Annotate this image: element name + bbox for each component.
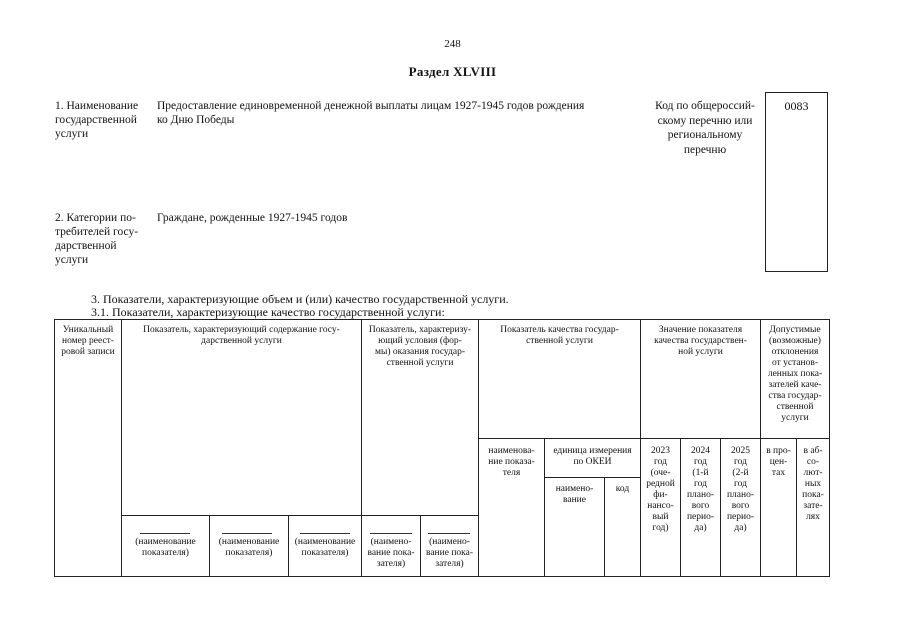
blank-line: [370, 533, 412, 534]
table-name-row-divider: [121, 515, 478, 516]
header-quality-indicator: Показатель качества государ- ственной услуги: [500, 325, 619, 346]
subheader-deviation-absolute: в аб- со- лют- ных пока- зате- лях: [802, 446, 824, 522]
header-content-indicator: Показатель, характеризующий содержание госу- дарственной услуги: [143, 325, 340, 346]
blank-line: [428, 533, 470, 534]
table-border-right: [829, 319, 830, 577]
subheader-okei-unit-name: наимено- вание: [555, 484, 594, 505]
quality-indicators-intro: 3.1. Показатели, характеризующие качество государственной услуги:: [91, 305, 445, 319]
content-indicator-name-2: (наименование показателя): [218, 537, 280, 558]
service-name-value: Предоставление единовременной денежной выплаты лицам 1927-1945 годов рождения ко Дню Победы: [157, 100, 585, 126]
subheader-okei-unit: единица измерения по ОКЕИ: [553, 446, 632, 467]
content-indicator-name-1: (наименование показателя): [135, 537, 196, 558]
subheader-okei-unit-code: код: [615, 484, 630, 494]
page-number: 248: [444, 38, 461, 50]
consumer-category-value: Граждане, рожденные 1927-1945 годов: [157, 212, 348, 224]
subheader-year-2023: 2023 год (оче- редной фи- нансо- вый год): [646, 446, 675, 533]
table-border-bottom: [54, 576, 830, 577]
registry-code-label: Код по общероссий- скому перечню или региональному перечню: [655, 100, 755, 156]
condition-indicator-name-1: (наимено- вание пока- зателя): [367, 537, 415, 569]
table-border-top: [54, 319, 830, 320]
header-unique-number: Уникальный номер реест- ровой записи: [61, 325, 115, 357]
blank-line: [222, 533, 272, 534]
content-indicator-name-3: (наименование показателя): [294, 537, 356, 558]
consumer-category-label: 2. Категории по- требителей госу- дарственной услуги: [55, 212, 139, 266]
header-indicator-value: Значение показателя качества государствен- ной услуги: [654, 325, 747, 357]
service-name-label: 1. Наименование государственной услуги: [55, 100, 139, 140]
blank-line: [300, 533, 350, 534]
subheader-deviation-percent: в про- цен- тах: [766, 446, 791, 478]
condition-indicator-name-2: (наимено- вание пока- зателя): [425, 537, 474, 569]
section-title: Раздел XLVIII: [408, 64, 497, 79]
header-allowed-deviation: Допустимые (возможные) отклонения от установ- ленных пока- зателей каче- ства государ- ственной услуги: [767, 325, 823, 423]
subheader-year-2024: 2024 год (1-й год плано- вого перио- да): [686, 446, 715, 533]
registry-code-box: [765, 92, 828, 272]
blank-line: [140, 533, 190, 534]
subheader-year-2025: 2025 год (2-й год плано- вого перио- да): [726, 446, 755, 533]
header-conditions-indicator: Показатель, характеризу- ющий условия (фор- мы) оказания государ- ственной услуги: [368, 325, 472, 368]
subheader-quality-name: наименова- ние показа- теля: [488, 446, 535, 478]
registry-code-value: 0083: [784, 99, 809, 113]
table-row-divider: [478, 438, 830, 439]
table-unit-divider: [544, 477, 640, 478]
indicators-intro: 3. Показатели, характеризующие объем и (или) качество государственной услуги.: [91, 292, 509, 306]
